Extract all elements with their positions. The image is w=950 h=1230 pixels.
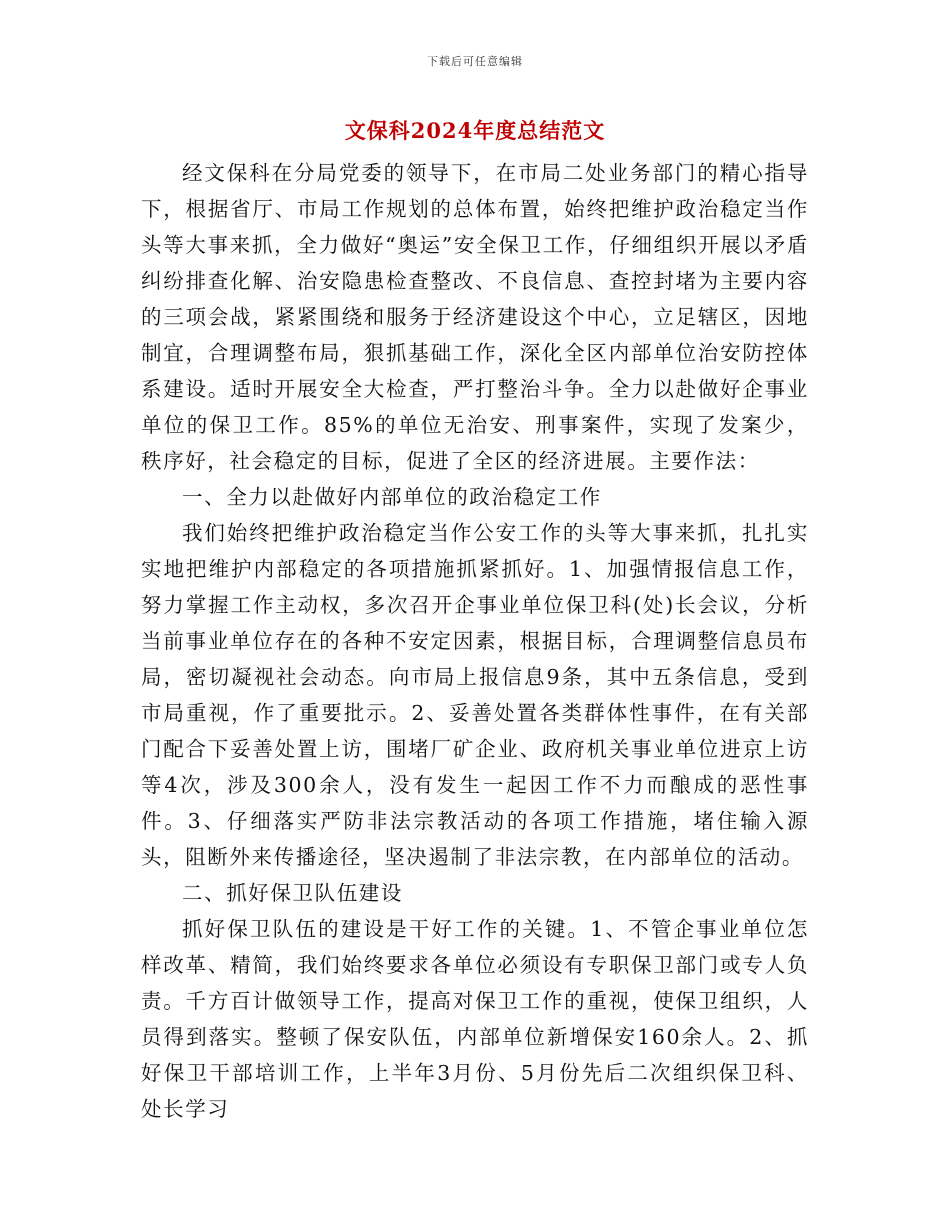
- paragraph-section-2: 抓好保卫队伍的建设是干好工作的关键。1、不管企事业单位怎样改革、精简，我们始终要求各单位必须设有专职保卫部门或专人负责。千方百计做领导工作，提高对保卫工作的重视，使保卫组织，人员得到落实。整顿了保安队伍，内部单位新增保安160余人。2、抓好保卫干部培训工作，上半年3月份、5月份先后二次组织保卫科、处长学习: [141, 917, 809, 1121]
- document-body: [141, 155, 809, 1127]
- document-title: 文保科2024年度总结范文: [344, 118, 606, 143]
- header-note: 下载后可任意编辑: [427, 55, 523, 68]
- paragraph-section-1: 我们始终把维护政治稳定当作公安工作的头等大事来抓，扎扎实实地把维护内部稳定的各项措施抓紧抓好。1、加强情报信息工作，努力掌握工作主动权，多次召开企事业单位保卫科(处)长会议，分析当前事业单位存在的各种不安定因素，根据目标，合理调整信息员布局，密切凝视社会动态。向市局上报信息9条，其中五条信息，受到市局重视，作了重要批示。2、妥善处置各类群体性事件，在有关部门配合下妥善处置上访，围堵厂矿企业、政府机关事业单位进京上访等4次，涉及300余人，没有发生一起因工作不力而酿成的恶性事件。3、仔细落实严防非法宗教活动的各项工作措施，堵住输入源头，阻断外来传播途径，坚决遏制了非法宗教，在内部单位的活动。: [141, 521, 809, 869]
- section-heading-1: 一、全力以赴做好内部单位的政治稳定工作: [182, 485, 602, 509]
- paragraph-intro: 经文保科在分局党委的领导下，在市局二处业务部门的精心指导下，根据省厅、市局工作规划的总体布置，始终把维护政治稳定当作头等大事来抓，全力做好“奥运”安全保卫工作，仔细组织开展以矛盾纠纷排查化解、治安隐患检查整改、不良信息、查控封堵为主要内容的三项会战，紧紧围绕和服务于经济建设这个中心，立足辖区，因地制宜，合理调整布局，狠抓基础工作，深化全区内部单位治安防控体系建设。适时开展安全大检查，严打整治斗争。全力以赴做好企事业单位的保卫工作。85%的单位无治安、刑事案件，实现了发案少，秩序好，社会稳定的目标，促进了全区的经济进展。主要作法：: [141, 161, 809, 473]
- section-heading-2: 二、抓好保卫队伍建设: [182, 881, 403, 905]
